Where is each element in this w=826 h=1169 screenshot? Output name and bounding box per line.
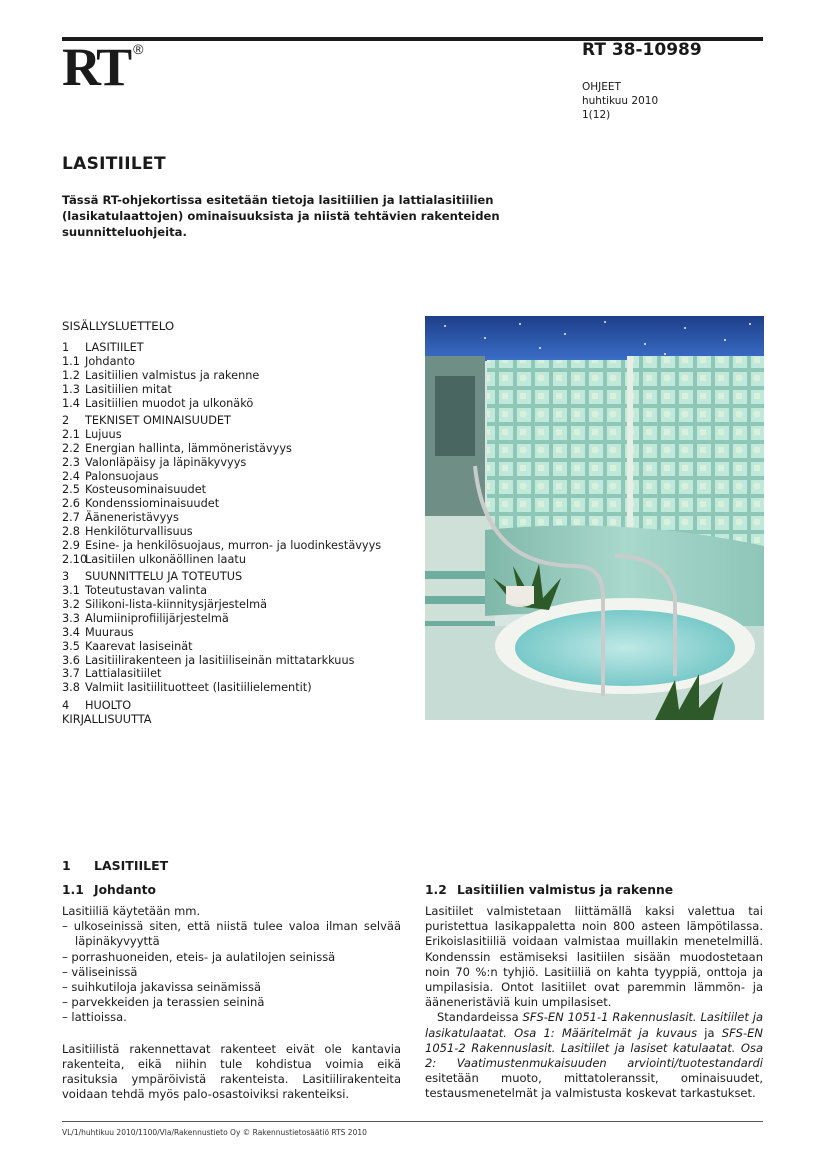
subsection-1-1-heading: 1.1 Johdanto	[62, 883, 156, 897]
toc-item-label: Toteutustavan valinta	[85, 584, 208, 598]
document-number: RT 38-10989	[582, 40, 702, 60]
toc-item-number: 2.3	[62, 455, 80, 469]
valmistus-paragraph-1: Lasitiilet valmistetaan liittämällä kaksi valettua tai puristettua lasikappaletta noin 800 asteen lämpötilassa. Erikoislasitiiliä voidaan valmistaa muillakin menetelmillä. Kondenssin estämiseksi lasitiilen sisään muodostetaan noin 70 %:n tyhjiö. Lasitiiliä on kahta tyyppiä, onttoja ja umpilasisia. Ontot lasitiilet ovat paremmin lämmön- ja ääneneristäviä kuin umpilasiset.	[425, 904, 763, 1010]
toc-item-label: Lujuus	[85, 427, 122, 441]
toc-item-label: Lasitiilien mitat	[85, 382, 172, 396]
toc-item-label: Kosteusominaisuudet	[85, 483, 207, 497]
toc-item-label: Ääneneristävyys	[85, 511, 179, 525]
toc-item-number: 3.5	[62, 639, 80, 653]
doc-type: OHJEET	[582, 81, 621, 93]
toc-item-label: Valmiit lasitiilituotteet (lasitiilielementit)	[85, 681, 312, 695]
toc-item-label: Alumiiniprofiilijärjestelmä	[85, 611, 229, 625]
toc-heading: SISÄLLYSLUETTELO	[62, 319, 175, 333]
toc-item-number: 2.4	[62, 469, 80, 483]
toc-item-label: Palonsuojaus	[85, 469, 159, 483]
toc-item	[62, 539, 381, 553]
valmistus-body	[425, 904, 763, 1102]
glass-block-pool-image	[425, 316, 764, 720]
toc-item-label: Silikoni-lista-kiinnitysjärjestelmä	[85, 598, 268, 612]
toc-item-label: Kondenssiominaisuudet	[85, 497, 220, 511]
section-1-heading: 1 LASITIILET	[62, 858, 169, 873]
toc-item-number: 3.6	[62, 653, 80, 667]
toc-item-number: 3.7	[62, 667, 80, 681]
toc-item	[62, 470, 381, 484]
toc-item	[62, 654, 381, 668]
toc-item-number: 4	[62, 698, 70, 712]
toc-item	[62, 626, 381, 640]
toc-item-number: 3	[62, 570, 70, 584]
pool-photo	[425, 316, 764, 720]
toc-item-number: 2.6	[62, 497, 80, 511]
toc-item-label: Henkilöturvallisuus	[85, 525, 193, 539]
toc-item	[62, 497, 381, 511]
toc-item	[62, 383, 381, 397]
toc-item-label: Lattialasitiilet	[85, 667, 162, 681]
toc-item	[62, 667, 381, 681]
toc-item-number: 1.3	[62, 382, 80, 396]
toc-item-number: 2.2	[62, 441, 80, 455]
toc-item-label: Kaarevat lasiseinät	[85, 639, 193, 653]
toc-item-number: 2.10	[62, 552, 88, 566]
document-meta	[582, 80, 658, 122]
toc-item-label: Valonläpäisy ja läpinäkyvyys	[85, 455, 247, 469]
list-item: – väliseinissä	[62, 964, 138, 979]
toc-item-number: 3.2	[62, 598, 80, 612]
toc-item	[62, 598, 381, 612]
toc-item-label: Lasitiilien valmistus ja rakenne	[85, 368, 260, 382]
toc-item-number: 2.7	[62, 511, 80, 525]
toc-item	[62, 397, 381, 411]
toc-item-number: 3.3	[62, 611, 80, 625]
toc-item-number: 2	[62, 413, 70, 427]
footer-text: VL/1/huhtikuu 2010/1100/Vla/Rakennustieto Oy © Rakennustietosäätiö RTS 2010	[62, 1128, 367, 1137]
table-of-contents	[62, 341, 381, 727]
toc-item-number: 3.4	[62, 625, 80, 639]
toc-item	[62, 713, 381, 727]
list-item: – porrashuoneiden, eteis- ja aulatilojen seinissä	[62, 949, 336, 964]
toc-item	[62, 699, 381, 713]
toc-item	[62, 369, 381, 383]
toc-item-number: 2.5	[62, 483, 80, 497]
toc-item	[62, 553, 381, 567]
toc-item-label: LASITIILET	[85, 341, 144, 354]
toc-item-number: 3.1	[62, 584, 80, 598]
toc-item-label: Johdanto	[85, 354, 135, 368]
subsection-1-2-heading: 1.2 Lasitiilien valmistus ja rakenne	[425, 883, 674, 897]
johdanto-intro: Lasitiiliä käytetään mm.	[62, 904, 201, 918]
toc-item-label: Lasitiilien muodot ja ulkonäkö	[85, 396, 254, 410]
list-item: – suihkutiloja jakavissa seinämissä	[62, 980, 262, 995]
toc-item	[62, 640, 381, 654]
johdanto-paragraph: Lasitiilistä rakennettavat rakenteet eivät ole kantavia rakenteita, eikä niihin tule kohdistua voimia eikä rasituksia ympäröivistä rakenteista. Lasitiilirakenteita voidaan tehdä myös palo-osastoiviksi rakenteiksi.	[62, 1041, 401, 1102]
toc-item-number: 2.1	[62, 427, 80, 441]
toc-item	[62, 584, 381, 598]
toc-item	[62, 355, 381, 369]
toc-item-label: Energian hallinta, lämmöneristävyys	[85, 441, 292, 455]
toc-item	[62, 341, 381, 355]
toc-item-number: 1.4	[62, 396, 80, 410]
list-item: – lattioissa.	[62, 1010, 127, 1025]
toc-item	[62, 511, 381, 525]
toc-item	[62, 456, 381, 470]
toc-item-number: 1.1	[62, 354, 80, 368]
toc-item	[62, 525, 381, 539]
toc-item	[62, 442, 381, 456]
page-count: 1(12)	[582, 109, 611, 121]
valmistus-paragraph-2: Standardeissa SFS-EN 1051-1 Rakennuslasit. Lasitiilet ja lasikatulaatat. Osa 1: Määritelmät ja kuvaus ja SFS-EN 1051-2 Rakennuslasit. Lasitiilet ja lasiset katulaatat. Osa 2: Vaatimustenmukaisuuden arviointi/tuotestandardi esitetään muoto, mittatoleranssit, ominaisuudet, testausmenetelmät ja valmistusta koskevat tarkastukset.	[425, 1010, 763, 1101]
list-item: – ulkoseinissä siten, että niistä tulee valoa ilman selvää läpinäkyvyyttä	[62, 919, 401, 949]
page-title: LASITIILET	[62, 154, 166, 174]
footer-rule	[62, 1121, 763, 1122]
toc-item-label: TEKNISET OMINAISUUDET	[85, 413, 231, 427]
toc-item-label: KIRJALLISUUTTA	[62, 712, 152, 726]
toc-item	[62, 483, 381, 497]
toc-item-label: Muuraus	[85, 625, 134, 639]
toc-item	[62, 428, 381, 442]
rt-logo: RT ®	[62, 37, 144, 97]
toc-item-number: 3.8	[62, 681, 80, 695]
toc-item	[62, 570, 381, 584]
toc-item-label: Esine- ja henkilösuojaus, murron- ja luodinkestävyys	[85, 538, 382, 552]
toc-item-label: HUOLTO	[85, 698, 132, 712]
toc-item-number: 2.8	[62, 525, 80, 539]
toc-item-number: 2.9	[62, 538, 80, 552]
toc-item	[62, 414, 381, 428]
toc-item	[62, 612, 381, 626]
johdanto-body	[62, 904, 401, 1102]
toc-item	[62, 681, 381, 695]
doc-date: huhtikuu 2010	[582, 95, 659, 107]
toc-item-label: SUUNNITTELU JA TOTEUTUS	[85, 570, 243, 584]
toc-item-label: Lasitiilirakenteen ja lasitiiliseinän mittatarkkuus	[85, 653, 355, 667]
toc-item-number: 1.2	[62, 368, 80, 382]
toc-item-label: Lasitiilen ulkonäöllinen laatu	[85, 552, 246, 566]
list-item: – parvekkeiden ja terassien seininä	[62, 995, 265, 1010]
toc-item-number: 1	[62, 341, 70, 354]
lead-paragraph: Tässä RT-ohjekortissa esitetään tietoja lasitiilien ja lattialasitiilien (lasikatulaattojen) ominaisuuksista ja niistä tehtävien rakenteiden suunnitteluohjeita.	[62, 193, 500, 239]
